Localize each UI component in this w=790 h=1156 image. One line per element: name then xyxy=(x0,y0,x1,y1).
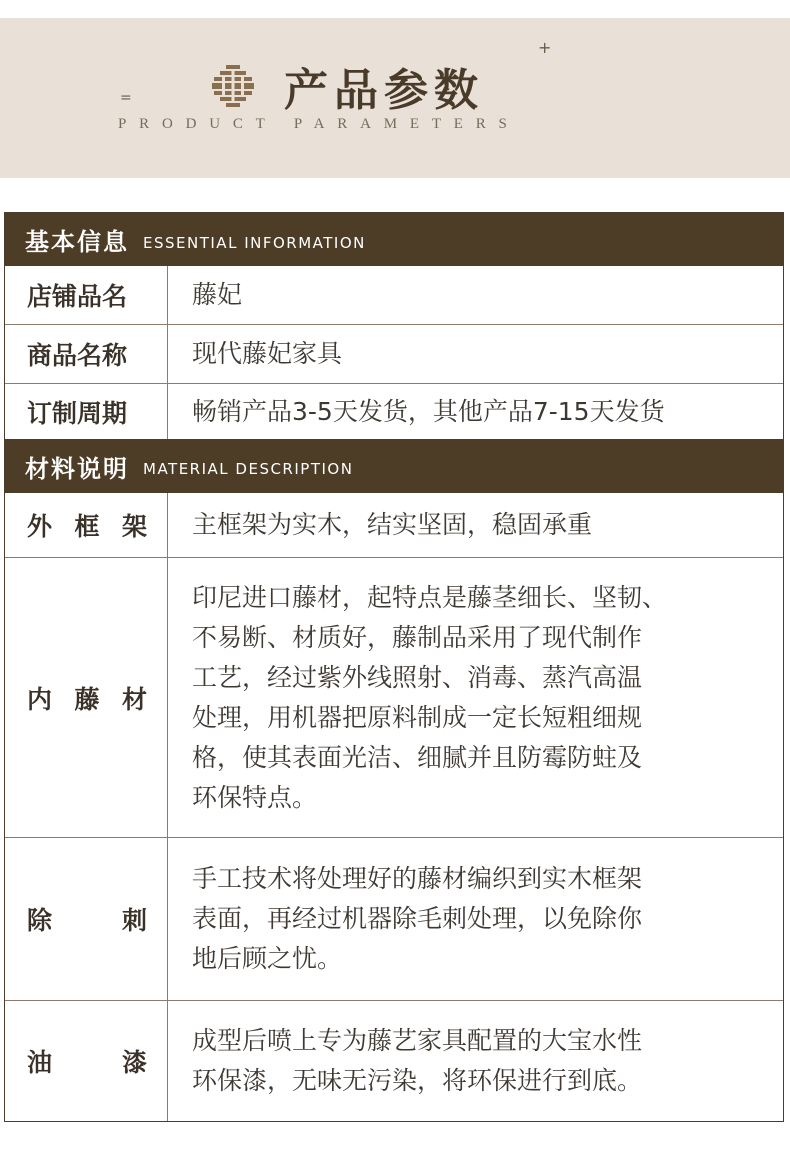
row-label: 订制周期 xyxy=(5,384,168,439)
row-label: 店铺品名 xyxy=(5,266,168,324)
section-header-basic xyxy=(5,213,783,266)
row-label: 商品名称 xyxy=(5,325,168,383)
row-value-text: 印尼进口藤材，起特点是藤茎细长、坚韧、 不易断、材质好，藤制品采用了现代制作 工艺，经过紫外线照射、消毒、蒸汽高温 处理，用机器把原料制成一定长短粗细规 格，使其表面光洁、细腻并且防霉防蛀及 环保特点。 xyxy=(192,582,668,812)
section-title-en: MATERIAL DESCRIPTION xyxy=(143,460,354,478)
table-row xyxy=(5,557,783,837)
row-label xyxy=(5,838,168,1000)
row-value: 现代藤妃家具 xyxy=(192,339,343,368)
row-value: 主框架为实木，结实坚固，稳固承重 xyxy=(192,510,593,539)
table-row xyxy=(5,837,783,1000)
row-label xyxy=(5,1001,168,1121)
title-wrap xyxy=(210,56,484,116)
row-value: 藤妃 xyxy=(192,280,243,309)
plus-mark: + xyxy=(538,38,552,57)
row-value: 畅销产品3-5天发货，其他产品7-15天发货 xyxy=(192,396,665,426)
row-label-char: 架 xyxy=(121,512,147,541)
parameters-table xyxy=(4,212,784,1122)
table-row xyxy=(5,266,783,324)
row-label-char: 外 xyxy=(27,512,53,541)
table-row xyxy=(5,324,783,383)
row-label-char: 除 xyxy=(27,906,53,935)
table-row xyxy=(5,493,783,557)
row-label-char: 材 xyxy=(121,684,147,714)
row-label xyxy=(5,493,168,557)
ornament-icon xyxy=(210,63,256,109)
row-label-char: 内 xyxy=(27,684,53,714)
table-row xyxy=(5,383,783,439)
row-value-text: 成型后喷上专为藤艺家具配置的大宝水性 环保漆，无味无污染，将环保进行到底。 xyxy=(192,1026,643,1095)
row-label-char: 框 xyxy=(74,512,100,541)
section-header-material xyxy=(5,439,783,493)
row-label-char: 刺 xyxy=(121,906,147,935)
section-title-zh: 基本信息 xyxy=(25,228,129,256)
page-header xyxy=(0,18,790,178)
section-title-zh: 材料说明 xyxy=(25,454,129,483)
row-label-char: 藤 xyxy=(74,684,100,714)
page-subtitle: PRODUCT PARAMETERS xyxy=(118,116,520,132)
table-row xyxy=(5,1000,783,1121)
section-title-en: ESSENTIAL INFORMATION xyxy=(143,233,366,252)
row-label-char: 油 xyxy=(27,1048,53,1077)
row-value xyxy=(168,838,783,1000)
page-title: 产品参数 xyxy=(284,65,484,116)
row-label xyxy=(5,558,168,837)
row-value-text: 手工技术将处理好的藤材编织到实木框架 表面，再经过机器除毛刺处理，以免除你 地后顾之忧。 xyxy=(192,864,643,973)
row-label-char: 漆 xyxy=(121,1048,147,1077)
equals-mark: = xyxy=(120,90,132,106)
row-value xyxy=(168,1001,783,1121)
row-value xyxy=(168,558,783,837)
